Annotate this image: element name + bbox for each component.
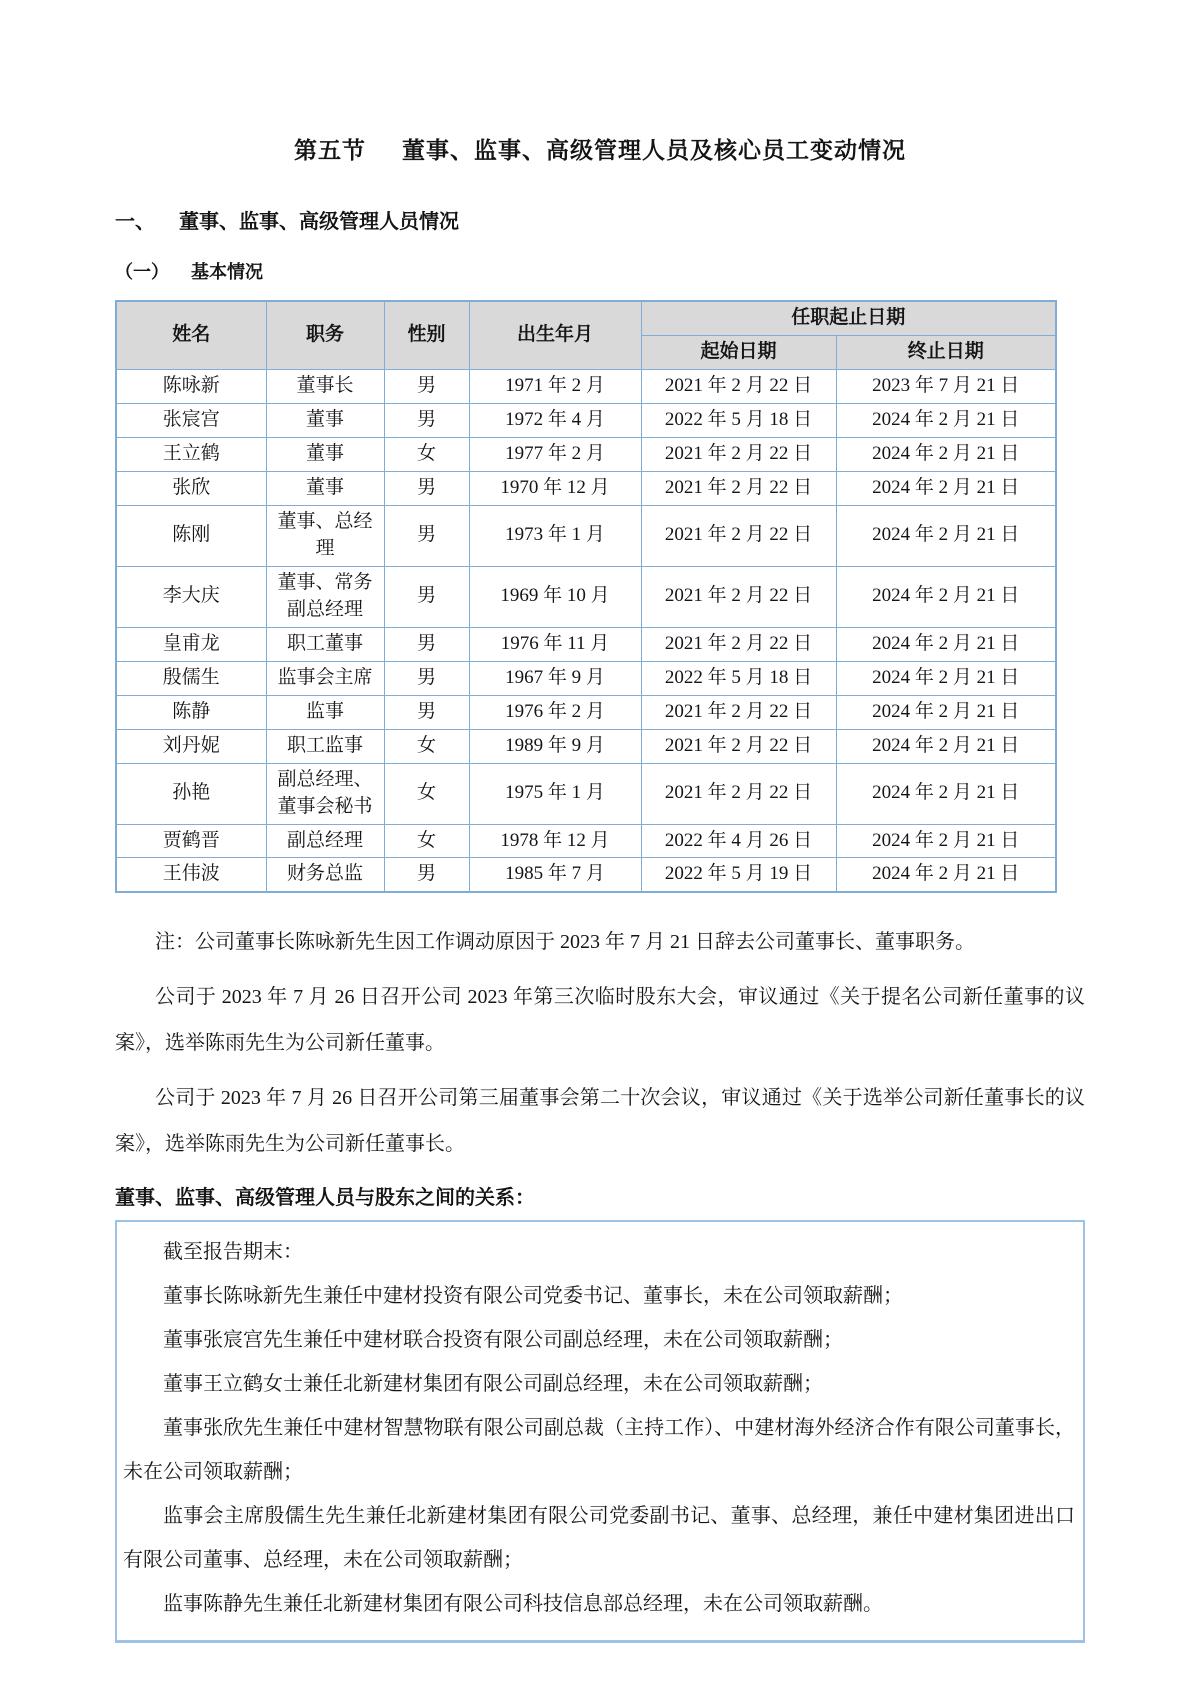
cell-gender: 男 xyxy=(384,858,469,892)
cell-gender: 男 xyxy=(384,566,469,627)
cell-end-date: 2024 年 2 月 21 日 xyxy=(836,437,1056,471)
section-number: 第五节 xyxy=(294,137,366,163)
table-row xyxy=(116,763,1056,824)
cell-position: 职工董事 xyxy=(266,627,384,661)
cell-gender: 女 xyxy=(384,437,469,471)
cell-start-date: 2021 年 2 月 22 日 xyxy=(641,729,836,763)
cell-gender: 女 xyxy=(384,729,469,763)
cell-birth: 1973 年 1 月 xyxy=(469,505,641,566)
cell-start-date: 2021 年 2 月 22 日 xyxy=(641,471,836,505)
relation-item: 监事会主席殷儒生先生兼任北新建材集团有限公司党委副书记、董事、总经理，兼任中建材集团进出口有限公司董事、总经理，未在公司领取薪酬； xyxy=(123,1505,1075,1572)
cell-name: 王立鹤 xyxy=(116,437,266,471)
cell-birth: 1978 年 12 月 xyxy=(469,824,641,858)
cell-start-date: 2021 年 2 月 22 日 xyxy=(641,695,836,729)
cell-position: 监事 xyxy=(266,695,384,729)
heading-level2 xyxy=(115,258,1085,284)
cell-birth: 1969 年 10 月 xyxy=(469,566,641,627)
cell-birth: 1972 年 4 月 xyxy=(469,403,641,437)
table-row xyxy=(116,627,1056,661)
column-header-birth: 出生年月 xyxy=(469,301,641,369)
heading-level1-text: 董事、监事、高级管理人员情况 xyxy=(179,211,459,233)
cell-end-date: 2024 年 2 月 21 日 xyxy=(836,505,1056,566)
table-row xyxy=(116,729,1056,763)
cell-name: 皇甫龙 xyxy=(116,627,266,661)
column-header-position: 职务 xyxy=(266,301,384,369)
cell-name: 陈静 xyxy=(116,695,266,729)
cell-gender: 男 xyxy=(384,627,469,661)
cell-start-date: 2021 年 2 月 22 日 xyxy=(641,627,836,661)
cell-position: 财务总监 xyxy=(266,858,384,892)
notes-section xyxy=(115,919,1085,1167)
cell-position: 董事 xyxy=(266,471,384,505)
relation-item: 监事陈静先生兼任北新建材集团有限公司科技信息部总经理，未在公司领取薪酬。 xyxy=(163,1593,883,1616)
column-header-tenure: 任职起止日期 xyxy=(641,301,1056,335)
table-row xyxy=(116,437,1056,471)
note-paragraph: 公司于 2023 年 7 月 26 日召开公司第三届董事会第二十次会议，审议通过《关于选举公司新任董事长的议案》，选举陈雨先生为公司新任董事长。 xyxy=(115,1087,1085,1156)
cell-start-date: 2022 年 5 月 18 日 xyxy=(641,661,836,695)
cell-end-date: 2024 年 2 月 21 日 xyxy=(836,627,1056,661)
column-header-end-date: 终止日期 xyxy=(836,335,1056,369)
section-title-text: 董事、监事、高级管理人员及核心员工变动情况 xyxy=(402,137,906,163)
table-header xyxy=(116,301,1056,369)
table-row xyxy=(116,824,1056,858)
cell-birth: 1971 年 2 月 xyxy=(469,369,641,403)
cell-end-date: 2024 年 2 月 21 日 xyxy=(836,695,1056,729)
relation-items xyxy=(123,1274,1075,1626)
relation-heading: 董事、监事、高级管理人员与股东之间的关系： xyxy=(115,1187,535,1210)
cell-start-date: 2021 年 2 月 22 日 xyxy=(641,369,836,403)
management-table xyxy=(115,300,1057,893)
cell-name: 李大庆 xyxy=(116,566,266,627)
cell-gender: 男 xyxy=(384,505,469,566)
cell-gender: 男 xyxy=(384,661,469,695)
cell-end-date: 2024 年 2 月 21 日 xyxy=(836,661,1056,695)
cell-birth: 1967 年 9 月 xyxy=(469,661,641,695)
cell-end-date: 2024 年 2 月 21 日 xyxy=(836,763,1056,824)
cell-gender: 男 xyxy=(384,695,469,729)
cell-birth: 1977 年 2 月 xyxy=(469,437,641,471)
cell-position: 监事会主席 xyxy=(266,661,384,695)
cell-name: 贾鹤晋 xyxy=(116,824,266,858)
cell-start-date: 2022 年 4 月 26 日 xyxy=(641,824,836,858)
cell-name: 孙艳 xyxy=(116,763,266,824)
section-title xyxy=(115,132,1085,165)
relation-box xyxy=(115,1220,1085,1643)
column-header-name: 姓名 xyxy=(116,301,266,369)
relation-item: 董事王立鹤女士兼任北新建材集团有限公司副总经理，未在公司领取薪酬； xyxy=(163,1373,823,1396)
cell-name: 陈刚 xyxy=(116,505,266,566)
table-row xyxy=(116,369,1056,403)
column-header-start-date: 起始日期 xyxy=(641,335,836,369)
cell-name: 张欣 xyxy=(116,471,266,505)
relation-item: 董事张欣先生兼任中建材智慧物联有限公司副总裁（主持工作）、中建材海外经济合作有限公司董事长，未在公司领取薪酬； xyxy=(123,1417,1075,1484)
heading-level2-number: （一） xyxy=(115,262,169,282)
cell-start-date: 2021 年 2 月 22 日 xyxy=(641,437,836,471)
table-row xyxy=(116,471,1056,505)
cell-gender: 男 xyxy=(384,369,469,403)
heading-level1-number: 一、 xyxy=(115,211,155,233)
cell-position: 职工监事 xyxy=(266,729,384,763)
cell-start-date: 2021 年 2 月 22 日 xyxy=(641,505,836,566)
cell-position: 董事 xyxy=(266,437,384,471)
table-row xyxy=(116,858,1056,892)
cell-end-date: 2024 年 2 月 21 日 xyxy=(836,858,1056,892)
table-body xyxy=(116,369,1056,892)
cell-end-date: 2024 年 2 月 21 日 xyxy=(836,824,1056,858)
cell-end-date: 2024 年 2 月 21 日 xyxy=(836,729,1056,763)
cell-position: 董事、总经理 xyxy=(266,505,384,566)
column-header-gender: 性别 xyxy=(384,301,469,369)
cell-gender: 男 xyxy=(384,403,469,437)
note-paragraph: 公司于 2023 年 7 月 26 日召开公司 2023 年第三次临时股东大会，审议通过《关于提名公司新任董事的议案》，选举陈雨先生为公司新任董事。 xyxy=(115,986,1085,1055)
cell-position: 董事长 xyxy=(266,369,384,403)
cell-birth: 1975 年 1 月 xyxy=(469,763,641,824)
cell-position: 董事、常务副总经理 xyxy=(266,566,384,627)
cell-name: 王伟波 xyxy=(116,858,266,892)
cell-position: 副总经理、董事会秘书 xyxy=(266,763,384,824)
relation-item: 董事张宸宫先生兼任中建材联合投资有限公司副总经理，未在公司领取薪酬； xyxy=(163,1329,843,1352)
cell-position: 董事 xyxy=(266,403,384,437)
cell-name: 张宸宫 xyxy=(116,403,266,437)
cell-birth: 1989 年 9 月 xyxy=(469,729,641,763)
table-row xyxy=(116,566,1056,627)
table-row xyxy=(116,661,1056,695)
cell-start-date: 2022 年 5 月 18 日 xyxy=(641,403,836,437)
heading-level2-text: 基本情况 xyxy=(191,262,263,282)
cell-start-date: 2022 年 5 月 19 日 xyxy=(641,858,836,892)
cell-gender: 女 xyxy=(384,824,469,858)
cell-start-date: 2021 年 2 月 22 日 xyxy=(641,763,836,824)
cell-birth: 1976 年 11 月 xyxy=(469,627,641,661)
cell-name: 殷儒生 xyxy=(116,661,266,695)
cell-gender: 女 xyxy=(384,763,469,824)
cell-start-date: 2021 年 2 月 22 日 xyxy=(641,566,836,627)
cell-birth: 1985 年 7 月 xyxy=(469,858,641,892)
table-row xyxy=(116,403,1056,437)
cell-end-date: 2023 年 7 月 21 日 xyxy=(836,369,1056,403)
table-row xyxy=(116,505,1056,566)
cell-end-date: 2024 年 2 月 21 日 xyxy=(836,566,1056,627)
heading-level1 xyxy=(115,205,1085,234)
cell-end-date: 2024 年 2 月 21 日 xyxy=(836,471,1056,505)
note-paragraph: 注：公司董事长陈咏新先生因工作调动原因于 2023 年 7 月 21 日辞去公司董事长、董事职务。 xyxy=(155,931,975,954)
cell-birth: 1976 年 2 月 xyxy=(469,695,641,729)
cell-birth: 1970 年 12 月 xyxy=(469,471,641,505)
table-header-row-1 xyxy=(116,301,1056,335)
cell-gender: 男 xyxy=(384,471,469,505)
cell-name: 刘丹妮 xyxy=(116,729,266,763)
table-row xyxy=(116,695,1056,729)
cell-end-date: 2024 年 2 月 21 日 xyxy=(836,403,1056,437)
relation-intro: 截至报告期末： xyxy=(163,1241,303,1264)
relation-item: 董事长陈咏新先生兼任中建材投资有限公司党委书记、董事长，未在公司领取薪酬； xyxy=(163,1285,903,1308)
cell-position: 副总经理 xyxy=(266,824,384,858)
cell-name: 陈咏新 xyxy=(116,369,266,403)
